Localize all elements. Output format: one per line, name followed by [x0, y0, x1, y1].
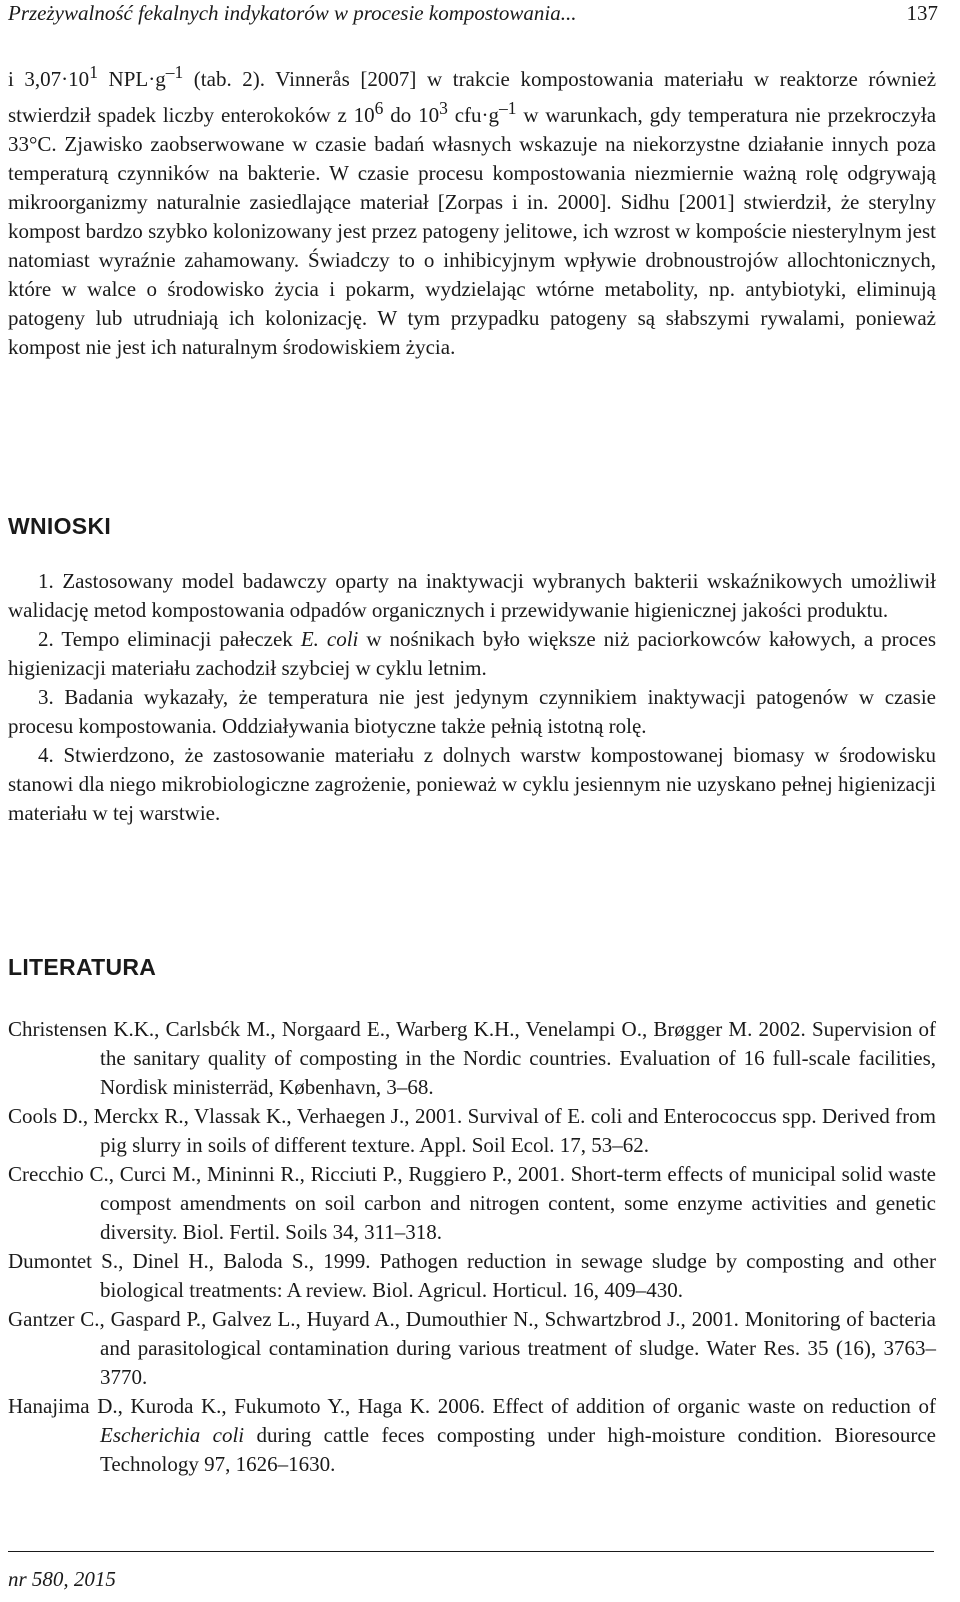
section-heading-literatura: LITERATURA: [8, 954, 157, 980]
superscript: –1: [165, 62, 184, 82]
superscript: 3: [439, 98, 448, 118]
journal-issue: nr 580, 2015: [8, 1567, 116, 1591]
intro-text-b: NPL·g: [97, 67, 166, 91]
intro-text-f: w warunkach, gdy temperatura nie przekroczyła 33°C. Zjawisko zaobserwowane w czasie badań własnych wskazuje na niekorzystne działanie innych poza temperaturą czynników na bakterie. W czasie procesu kompostowania niezmiernie ważną rolę odgrywają mikroorganizmy naturalnie zasiedlające materiał [Zorpas i in. 2000]. Sidhu [2001] stwierdził, że sterylny kompost bardzo szybko kolonizowany jest przez patogeny jelitowe, ich wzrost w kompoście niesterylnym jest natomiast wyraźnie zahamowany. Świadczy to o inhibicyjnym wpływie drobnoustrojów allochtonicznych, które w walce o środowisko życia i pokarm, wydzielając wtórne metabolity, np. antybiotyki, eliminują patogeny lub utrudniają ich kolonizację. W tym przypadku patogeny są słabszymi rywalami, ponieważ kompost nie jest ich naturalnym środowiskiem życia.: [8, 103, 937, 359]
conclusions-list: [8, 567, 936, 828]
intro-paragraph: [8, 58, 936, 362]
intro-text-a: i 3,07·10: [8, 67, 90, 91]
conclusion-2-species: E. coli: [300, 627, 359, 651]
conclusion-2: [8, 625, 936, 683]
intro-text-c: (tab. 2). Vinnerås [2007] w trakcie kompostowania materiału w reaktorze również stwierdził spadek liczby enterokoków z 10: [8, 67, 937, 127]
reference-list: [8, 1015, 936, 1479]
superscript: 1: [89, 62, 98, 82]
conclusion-2-text-a: 2. Tempo eliminacji pałeczek: [38, 627, 301, 651]
reference-species: Escherichia coli: [100, 1423, 245, 1447]
intro-text-d: do 10: [383, 103, 440, 127]
reference-text-b: during cattle feces composting under high-moisture condition. Bioresource Technology 97, 1626–1630.: [100, 1423, 936, 1476]
running-title: Przeżywalność fekalnych indykatorów w procesie kompostowania...: [8, 1, 577, 25]
page-number: 137: [906, 1, 938, 25]
footer-divider: [8, 1551, 934, 1552]
conclusion-4: 4. Stwierdzono, że zastosowanie materiału z dolnych warstw kompostowanej biomasy w środowisku stanowi dla niego mikrobiologiczne zagrożenie, ponieważ w cyklu jesiennym nie uzyskano pełnej higienizacji materiału w tej warstwie.: [8, 743, 936, 825]
reference-text-a: Hanajima D., Kuroda K., Fukumoto Y., Haga K. 2006. Effect of addition of organic waste on reduction of: [8, 1394, 936, 1418]
reference-item: Crecchio C., Curci M., Mininni R., Ricciuti P., Ruggiero P., 2001. Short-term effects of municipal solid waste compost amendments on soil carbon and nitrogen content, some enzyme activities and genetic diversity. Biol. Fertil. Soils 34, 311–318.: [8, 1162, 936, 1244]
conclusion-2-text-b: w nośnikach było większe niż paciorkowców kałowych, a proces higienizacji materiału zachodził szybciej w cyklu letnim.: [8, 627, 936, 680]
section-heading-wnioski: WNIOSKI: [8, 513, 112, 539]
intro-section: [8, 58, 936, 362]
intro-text-e: cfu·g: [447, 103, 500, 127]
reference-item: Cools D., Merckx R., Vlassak K., Verhaegen J., 2001. Survival of E. coli and Enterococcus spp. Derived from pig slurry in soils of different texture. Appl. Soil Ecol. 17, 53–62.: [8, 1104, 936, 1157]
reference-item: Christensen K.K., Carlsbćk M., Norgaard E., Warberg K.H., Venelampi O., Brøgger M. 2002. Supervision of the sanitary quality of composting in the Nordic countries. Evaluation of 16 full-scale facilities, Nordisk ministerräd, København, 3–68.: [8, 1017, 936, 1099]
superscript: –1: [499, 98, 517, 118]
reference-item: Gantzer C., Gaspard P., Galvez L., Huyard A., Dumouthier N., Schwartzbrod J., 2001. Monitoring of bacteria and parasitological contamination during various treatment of sludge. Water Res. 35 (16), 3763–3770.: [8, 1307, 936, 1389]
reference-item: [8, 1392, 936, 1479]
running-header: [8, 0, 938, 30]
conclusion-1: 1. Zastosowany model badawczy oparty na inaktywacji wybranych bakterii wskaźnikowych umożliwił walidację metod kompostowania odpadów organicznych i przewidywanie higienicznej jakości produktu.: [8, 569, 936, 622]
reference-item: Dumontet S., Dinel H., Baloda S., 1999. Pathogen reduction in sewage sludge by composting and other biological treatments: A review. Biol. Agricul. Horticul. 16, 409–430.: [8, 1249, 936, 1302]
conclusion-3: 3. Badania wykazały, że temperatura nie jest jedynym czynnikiem inaktywacji patogenów w czasie procesu kompostowania. Oddziaływania biotyczne także pełnią istotną rolę.: [8, 685, 936, 738]
superscript: 6: [374, 98, 384, 118]
